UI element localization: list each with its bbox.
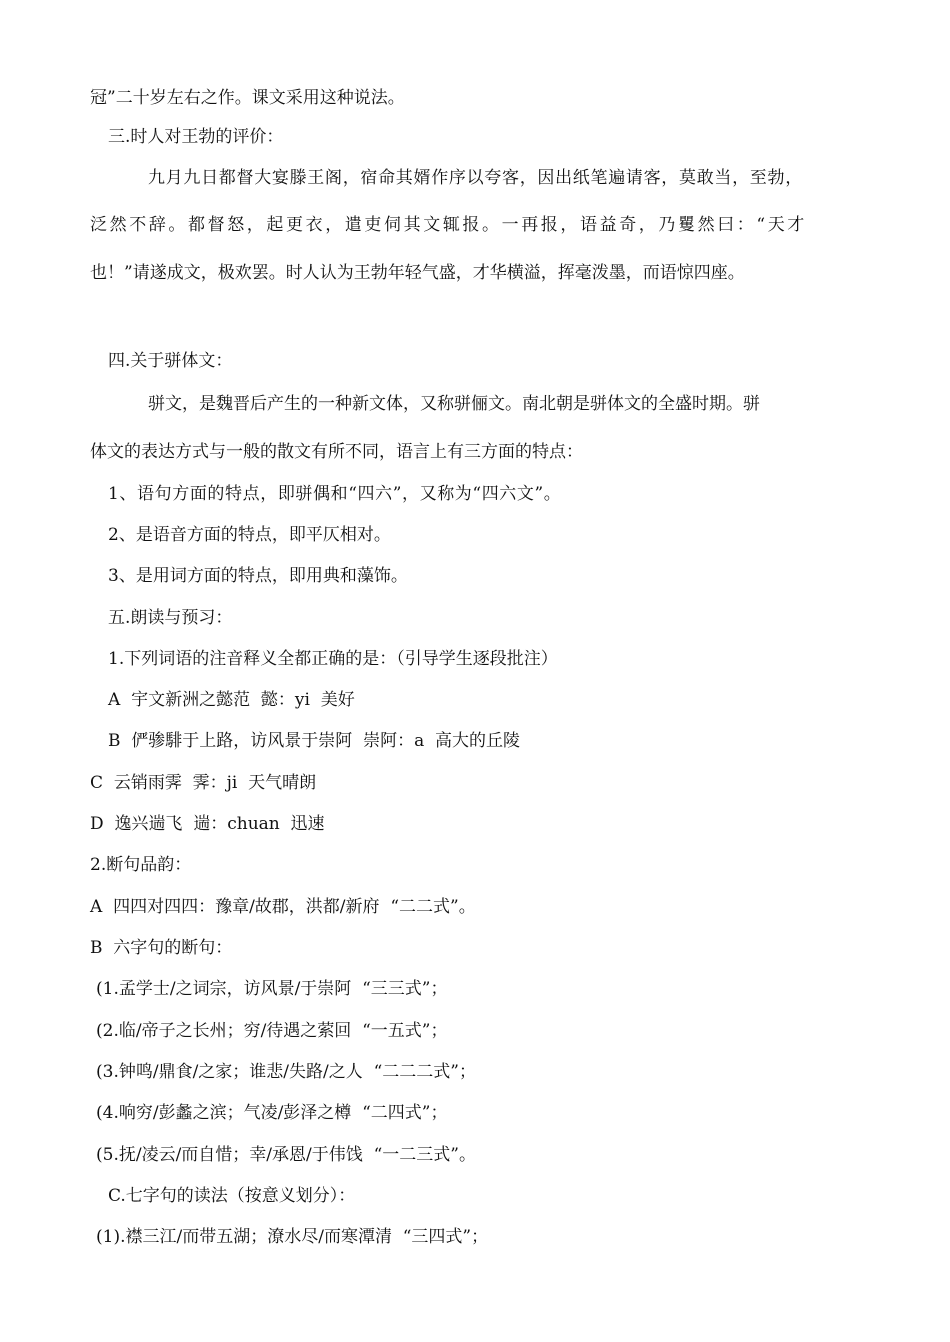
text-line: (3.钟鸣/鼎食/之家；谁悲/失路/之人 “二二二式”； [96,1062,476,1082]
section-heading: 四.关于骈体文： [108,351,233,371]
section-heading: 五.朗读与预习： [108,608,233,628]
text-line: (1.孟学士/之词宗，访风景/于崇阿 “三三式”； [96,979,448,999]
paragraph-line: 也！”请遂成文，极欢罢。时人认为王勃年轻气盛，才华横溢，挥毫泼墨，而语惊四座。 [90,263,745,283]
list-item: 1、语句方面的特点，即骈偶和“四六”，又称为“四六文”。 [108,484,562,504]
option-line: C 云销雨霁 霁：ji 天气晴朗 [90,773,317,793]
list-item: 3、是用词方面的特点，即用典和藻饰。 [108,566,408,586]
paragraph-line: 体文的表达方式与一般的散文有所不同，语言上有三方面的特点： [90,442,583,462]
section-heading: 三.时人对王勃的评价： [108,127,284,147]
text-line: B 六字句的断句： [90,938,233,958]
option-line: B 俨骖騑于上路，访风景于崇阿 崇阿：a 高大的丘陵 [108,731,521,751]
text-line: (4.响穷/彭蠡之滨；气凌/彭泽之樽 “二四式”； [96,1103,448,1123]
question-line: 1.下列词语的注音释义全都正确的是：（引导学生逐段批注） [108,649,558,669]
paragraph-line: 骈文，是魏晋后产生的一种新文体，又称骈俪文。南北朝是骈体文的全盛时期。骈 [148,394,760,414]
text-line: 冠”二十岁左右之作。课文采用这种说法。 [90,88,405,108]
text-line: A 四四对四四：豫章/故郡，洪都/新府 “二二式”。 [90,897,476,917]
text-line: (2.临/帝子之长州；穷/待遇之萦回 “一五式”； [96,1021,448,1041]
paragraph-line: 泛然不辞。都督怒，起更衣，遣吏伺其文辄报。一再报，语益奇，乃矍然曰：“天才 [90,215,807,235]
text-line: C.七字句的读法（按意义划分）： [108,1186,356,1206]
option-line: A 宇文新洲之懿范 懿：yi 美好 [108,690,355,710]
text-line: (1).襟三江/而带五湖；潦水尽/而寒潭清 “三四式”； [96,1227,489,1247]
list-item: 2、是语音方面的特点，即平仄相对。 [108,525,391,545]
text-line: (5.抚/凌云/而自惜；幸/承恩/于伟饯 “一二三式”。 [96,1145,476,1165]
option-line: D 逸兴遄飞 遄：chuan 迅速 [90,814,325,834]
question-line: 2.断句品韵： [90,855,192,875]
paragraph-line: 九月九日都督大宴滕王阁，宿命其婿作序以夸客，因出纸笔遍请客，莫敢当，至勃， [148,168,803,188]
